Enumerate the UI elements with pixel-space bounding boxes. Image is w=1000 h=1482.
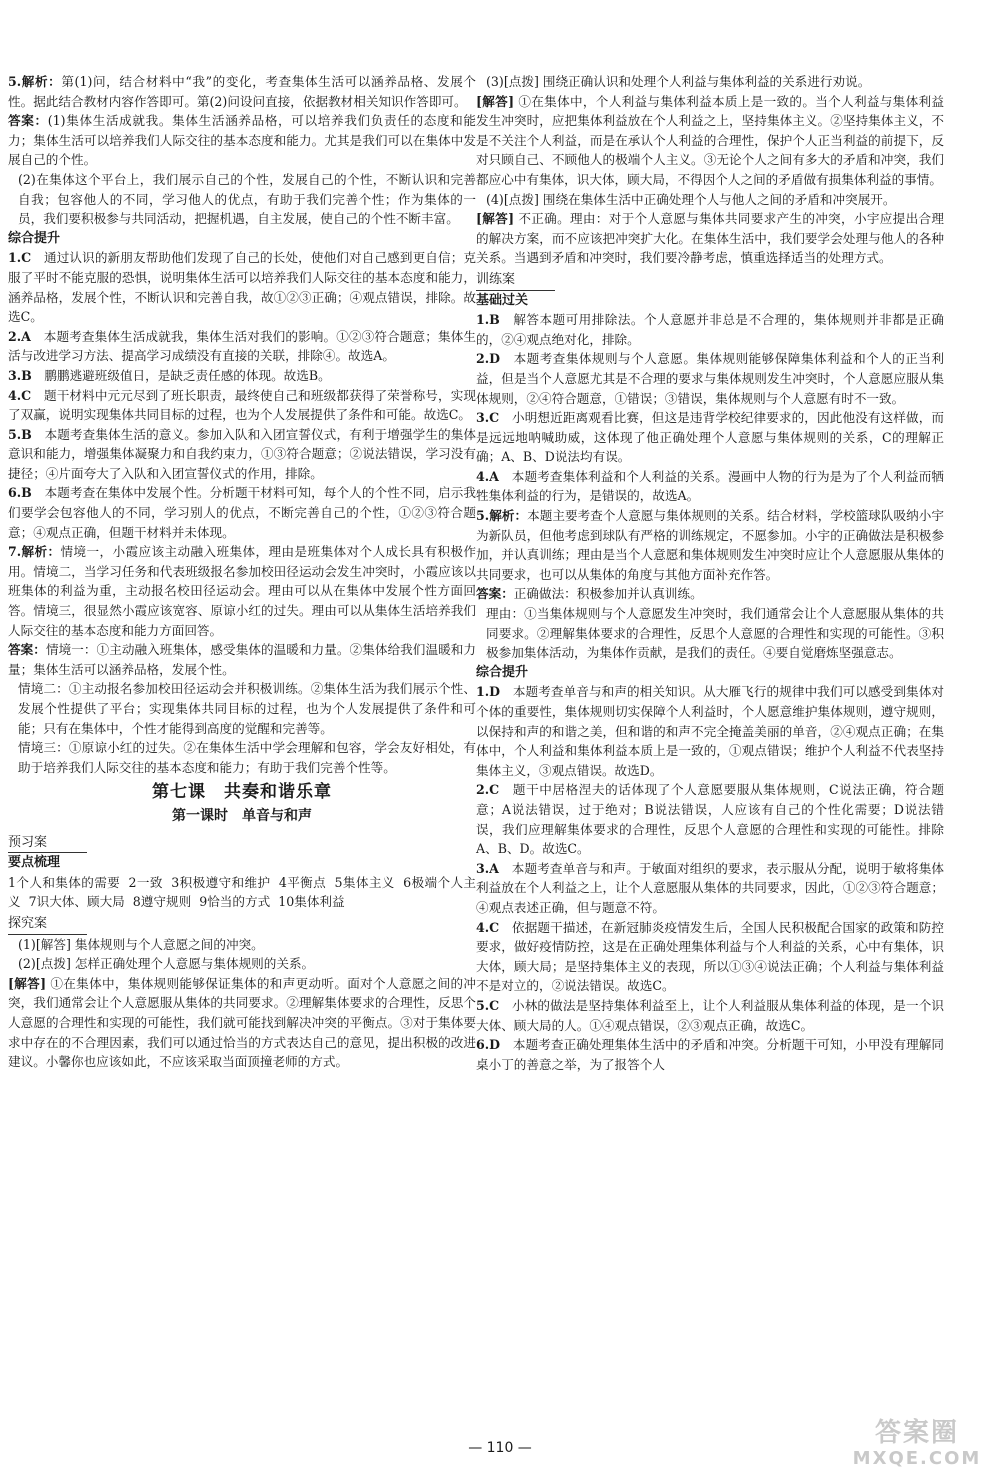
key-point-item: 9恰当的方式 <box>199 894 271 910</box>
answer-label: 1.D <box>476 684 501 700</box>
answer-label: 6.D <box>476 1037 501 1053</box>
answer-paragraph <box>8 111 476 170</box>
answer-paragraph <box>476 349 944 408</box>
answer-paragraph <box>476 996 944 1035</box>
answer-paragraph <box>8 248 476 326</box>
answer-text: 题干材料中元元尽到了班长职责，最终使自己和班级都获得了荣誉称号，实现了双赢，说明实现集体共同目标的过程，也为个人发展提供了条件和可能。故选C。 <box>8 387 476 423</box>
answer-text: 通过认识的新朋友帮助他们发现了自己的长处，使他们对自己感到更自信；克服了平时不能克服的恐惧，说明集体生活可以培养我们人际交往的基本态度和能力，涵养品格，发展个性，不断认识和完善自我，故①②③正确；④观点错误，排除。故选C。 <box>8 250 476 325</box>
case-section-label: 训练案 <box>476 270 555 291</box>
key-point-item: 3积极遵守和维护 <box>171 874 271 890</box>
answer-label: 答案： <box>8 113 48 129</box>
answer-text: 第(1)问，结合材料中“我”的变化，考查集体生活可以涵养品格、发展个性。据此结合教材内容作答即可。第(2)问设问直接，依据教材相关知识作答即可。 <box>8 74 476 109</box>
answer-text: 本题主要考查个人意愿与集体规则的关系。结合材料，学校篮球队吸纳小宇为新队员，但他考虑到球队有严格的训练规定，不愿参加。小宇的正确做法是积极参加，并认真训练；理由是当个人意愿和集体规则发生冲突时应让个人意愿服从集体的共同要求，也可以从集体的角度与其他方面补充作答。 <box>476 508 944 582</box>
answer-paragraph <box>476 604 944 663</box>
answer-text: 小明想近距离观看比赛，但这是违背学校纪律要求的，因此他没有这样做，而是远远地呐喊助威，这体现了他正确处理个人意愿与集体规则的关系，C的理解正确；A、B、D说法均有误。 <box>476 410 944 465</box>
case-section <box>8 912 476 935</box>
answer-text: (3)[点拨] 围绕正确认识和处理个人利益与集体利益的关系进行劝说。 <box>486 74 871 89</box>
answer-paragraph <box>8 640 476 679</box>
answer-paragraph <box>8 974 476 1072</box>
answer-label: [解答] <box>476 93 515 109</box>
answer-text: 不正确。理由：对于个人意愿与集体共同要求产生的冲突，小宇应提出合理的解决方案，而不应该把冲突扩大化。在集体生活中，我们要学会处理与他人的各种关系。当遇到矛盾和冲突时，我们要冷静考虑，慎重选择适当的处理方式。 <box>476 211 944 266</box>
answer-text: 正确做法：积极参加并认真训练。 <box>513 586 703 602</box>
watermark-text-top: 答案圈 <box>874 1418 959 1448</box>
answer-label: 4.C <box>8 387 32 403</box>
answer-label: 6.B <box>8 485 32 501</box>
answer-label: 2.D <box>476 351 501 367</box>
case-section <box>8 831 476 854</box>
answer-text: 依据题干描述，在新冠肺炎疫情发生后，全国人民积极配合国家的政策和防控要求，做好疫情防控，这是在正确处理集体利益与个人利益的关系，心中有集体，识大体，顾大局；是坚持集体主义的表现，所以①③④说法正确；个人利益与集体利益不是对立的，②说法错误。故选C。 <box>476 919 944 994</box>
answer-label: 5.B <box>8 426 32 442</box>
answer-paragraph <box>476 506 944 584</box>
answer-label: 1.B <box>476 312 500 328</box>
answer-text: 本题考查在集体中发展个性。分析题干材料可知，每个人的个性不同，启示我们要学会包容他人的不同，学习别人的优点，不断完善自己的个性，①②③符合题意；④观点正确，但题干材料并未体现。 <box>8 485 476 540</box>
page-number: — 110 — <box>468 1440 532 1456</box>
answer-paragraph <box>476 1035 944 1074</box>
answer-text: 本题考查集体利益和个人利益的关系。漫画中人物的行为是为了个人利益而牺牲集体利益的行为，是错误的，故选A。 <box>476 468 944 504</box>
section-heading: 基础过关 <box>476 292 529 308</box>
answer-text: (1)[解答] 集体规则与个人意愿之间的冲突。 <box>18 936 264 952</box>
section-heading: 综合提升 <box>476 664 529 680</box>
left-column <box>8 72 476 1072</box>
answer-text: (2)[点拨] 怎样正确处理个人意愿与集体规则的关系。 <box>18 956 315 972</box>
answer-label: 4.A <box>476 468 499 484</box>
answer-paragraph <box>476 584 944 604</box>
answer-text: 本题考查单音与和声的相关知识。从大雁飞行的规律中我们可以感受到集体对个体的重要性，集体规则切实保障个人利益时，个人愿意维护集体规则，遵守规则，以保持和声的和谐之美，但和谐的和声不完全掩盖美丽的单音，②④观点正确；在集体中，个人利益和集体利益本质上是一致的，①观点错误；维护个人利益不代表坚持集体主义，③观点错误。故选D。 <box>476 684 944 778</box>
key-point-item: 8遵守规则 <box>132 894 192 910</box>
answer-label: [解答] <box>8 975 47 991</box>
answer-text: 情境三：①原谅小红的过失。②在集体生活中学会理解和包容，学会友好相处，有助于培养我们人际交往的基本态度和能力；有助于我们完善个性等。 <box>18 740 476 775</box>
answer-paragraph <box>476 859 944 918</box>
section-heading: 要点梳理 <box>8 855 61 871</box>
answer-label: 1.C <box>8 250 32 266</box>
case-section <box>476 268 944 291</box>
answer-paragraph <box>8 366 476 386</box>
answer-label: 3.B <box>8 367 32 383</box>
answer-paragraph <box>476 209 944 268</box>
answer-paragraph <box>8 542 476 640</box>
answer-paragraph <box>8 954 476 974</box>
answer-text: 小林的做法是坚持集体利益至上，让个人利益服从集体利益的体现，是一个识大体、顾大局的人。①④观点错误，②③观点正确，故选C。 <box>476 997 944 1033</box>
key-point-item: 5集体主义 <box>334 874 395 890</box>
answer-text: 本题考查集体生活成就我，集体生活对我们的影响。①②③符合题意；集体生活与改进学习方法、提高学习成绩没有直接的关联，排除④。故选A。 <box>8 328 476 364</box>
answer-paragraph <box>8 738 476 777</box>
answer-paragraph <box>476 467 944 506</box>
answer-label: 答案： <box>8 642 46 658</box>
answer-text: 鹏鹏逃避班级值日，是缺乏责任感的体现。故选B。 <box>31 367 331 383</box>
answer-label: 3.A <box>476 860 499 876</box>
answer-text: 本题考查集体生活的意义。参加入队和入团宣誓仪式，有利于增强学生的集体意识和能力，增强集体凝聚力和自我约束力，①③符合题意；②说法错误，学习没有捷径；④片面夸大了入队和入团宣誓仪式的作用，排除。 <box>8 426 476 481</box>
answer-paragraph <box>8 425 476 484</box>
answer-paragraph <box>8 935 476 955</box>
answer-label: 2.C <box>476 782 500 798</box>
answer-text: 理由：①当集体规则与个人意愿发生冲突时，我们通常会让个人意愿服从集体的共同要求。②理解集体要求的合理性，反思个人意愿的合理性和实现的可能性。③积极参加集体活动，为集体作贡献，是我们的责任。④要自觉磨炼坚强意志。 <box>486 606 944 661</box>
key-point-item: 1个人和集体的需要 <box>8 874 121 890</box>
answer-label: [解答] <box>476 211 515 227</box>
right-column <box>476 72 944 1074</box>
answer-paragraph <box>476 72 944 92</box>
key-point-item: 4平衡点 <box>278 874 327 890</box>
answer-text: (1)集体生活成就我。集体生活涵养品格，可以培养我们负责任的态度和能力；集体生活可以培养我们人际交往的基本态度和能力。尤其是我们可以在集体中发展自己的个性。 <box>8 113 477 168</box>
answer-paragraph <box>8 386 476 425</box>
answer-paragraph <box>476 682 944 780</box>
key-point-item: 2一致 <box>128 874 163 890</box>
section-heading: 综合提升 <box>8 230 61 246</box>
answer-paragraph <box>476 408 944 467</box>
key-point-item: 10集体利益 <box>278 894 345 910</box>
key-points-list <box>8 873 476 912</box>
lesson-title: 第七课 共奏和谐乐章 <box>152 782 332 803</box>
answer-text: 本题考查单音与和声。于敏面对组织的要求，表示服从分配，说明于敏将集体利益放在个人利益之上，让个人意愿服从集体的共同要求，因此，①②③符合题意；④观点表述正确，但与题意不符。 <box>476 860 944 915</box>
key-point-item: 7识大体、顾大局 <box>28 894 125 910</box>
answer-paragraph <box>8 679 476 738</box>
answer-text: ①在集体中，集体规则能够保证集体的和声更动听。面对个人意愿之间的冲突，我们通常会让个人意愿服从集体的共同要求。②理解集体要求的合理性，反思个人意愿的合理性和实现的可能性，我们就可能找到解决冲突的平衡点。③对于集体要求中存在的不合理因素，我们可以通过恰当的方式表达自己的意见，提出积极的改进建议。小馨你也应该如此，不应该采取当面顶撞老师的方式。 <box>8 975 476 1070</box>
answer-text: 情境二：①主动报名参加校田径运动会并积极训练。②集体生活为我们展示个性、发展个性提供了平台；实现集体共同目标的过程，也为个人发展提供了条件和可能；只有在集体中，个性才能得到高度的觉醒和完善等。 <box>18 681 476 736</box>
case-section-label: 探究案 <box>8 914 87 935</box>
answer-text: 本题考查集体规则与个人意愿。集体规则能够保障集体利益和个人的正当利益，但是当个人意愿尤其是不合理的要求与集体规则发生冲突时，个人意愿应服从集体规则，②④符合题意，①错误；③错误，集体规则与个人意愿有时不一致。 <box>476 351 944 406</box>
lesson-subtitle: 第一课时 单音与和声 <box>172 807 312 824</box>
answer-text: (4)[点拨] 围绕在集体生活中正确处理个人与他人之间的矛盾和冲突展开。 <box>486 191 896 207</box>
answer-text: 本题考查正确处理集体生活中的矛盾和冲突。分析题干可知，小甲没有理解同桌小丁的善意之举，为了报答个人 <box>476 1037 944 1072</box>
answer-text: 解答本题可用排除法。个人意愿并非总是不合理的，集体规则并非都是正确的，②④观点绝对化，排除。 <box>476 312 944 347</box>
key-point-item: 6极端个人主义 <box>8 874 477 910</box>
answer-label: 答案： <box>476 586 514 602</box>
answer-paragraph <box>476 92 944 190</box>
answer-label: 5.解析： <box>476 508 528 524</box>
answer-paragraph <box>476 310 944 349</box>
answer-paragraph <box>8 170 476 229</box>
answer-paragraph <box>8 327 476 366</box>
watermark-text-bottom: MXQE.COM <box>852 1448 982 1469</box>
answer-label: 5.C <box>476 997 500 1013</box>
watermark-logo <box>842 1418 992 1476</box>
answer-paragraph <box>8 483 476 542</box>
answer-paragraph <box>476 190 944 210</box>
answer-label: 5.解析： <box>8 74 62 89</box>
answer-text: 题干中居格涅夫的话体现了个人意愿要服从集体规则，C说法正确，符合题意；A说法错误，过于绝对；B说法错误，人应该有自己的个性化需要；D说法错误，我们应理解集体要求的合理性，反思个人意愿的合理性和实现的可能性。排除A、B、D。故选C。 <box>476 782 944 857</box>
answer-label: 7.解析： <box>8 544 61 560</box>
answer-text: 情境一：①主动融入班集体，感受集体的温暖和力量。②集体给我们温暖和力量；集体生活可以涵养品格，发展个性。 <box>8 642 477 677</box>
case-section-label: 预习案 <box>8 833 87 854</box>
answer-paragraph <box>8 72 476 111</box>
answer-label: 2.A <box>8 328 31 344</box>
answer-paragraph <box>476 918 944 996</box>
answer-paragraph <box>476 780 944 858</box>
answer-text: (2)在集体这个平台上，我们展示自己的个性，发展自己的个性，不断认识和完善自我；包容他人的不同，学习他人的优点，有助于我们完善个性；作为集体的一员，我们要积极参与共同活动，把握机遇，自主发展，使自己的个性不断丰富。 <box>18 171 476 227</box>
answer-text: ①在集体中，个人利益与集体利益本质上是一致的。当个人利益与集体利益发生冲突时，应把集体利益放在个人利益之上，坚持集体主义。②坚持集体主义，不是不关注个人利益，而是在承认个人利益的合理性，保护个人正当利益的前提下，反对只顾自己、不顾他人的极端个人主义。③无论个人之间有多大的矛盾和冲突，我们都应心中有集体，识大体，顾大局，不得因个人之间的矛盾做有损集体利益的事情。 <box>476 93 944 187</box>
answer-label: 4.C <box>476 919 500 935</box>
answer-text: 情境一，小霞应该主动融入班集体，理由是班集体对个人成长具有积极作用。情境二，当学习任务和代表班级报名参加校田径运动会发生冲突时，小霞应该以班集体的利益为重，主动报名校田径运动会。理由可以从在集体中发展个性方面回答。情境三，很显然小霞应该宽容、原谅小红的过失。理由可以从集体生活培养我们人际交往的基本态度和能力方面回答。 <box>8 544 477 638</box>
answer-label: 3.C <box>476 410 500 426</box>
